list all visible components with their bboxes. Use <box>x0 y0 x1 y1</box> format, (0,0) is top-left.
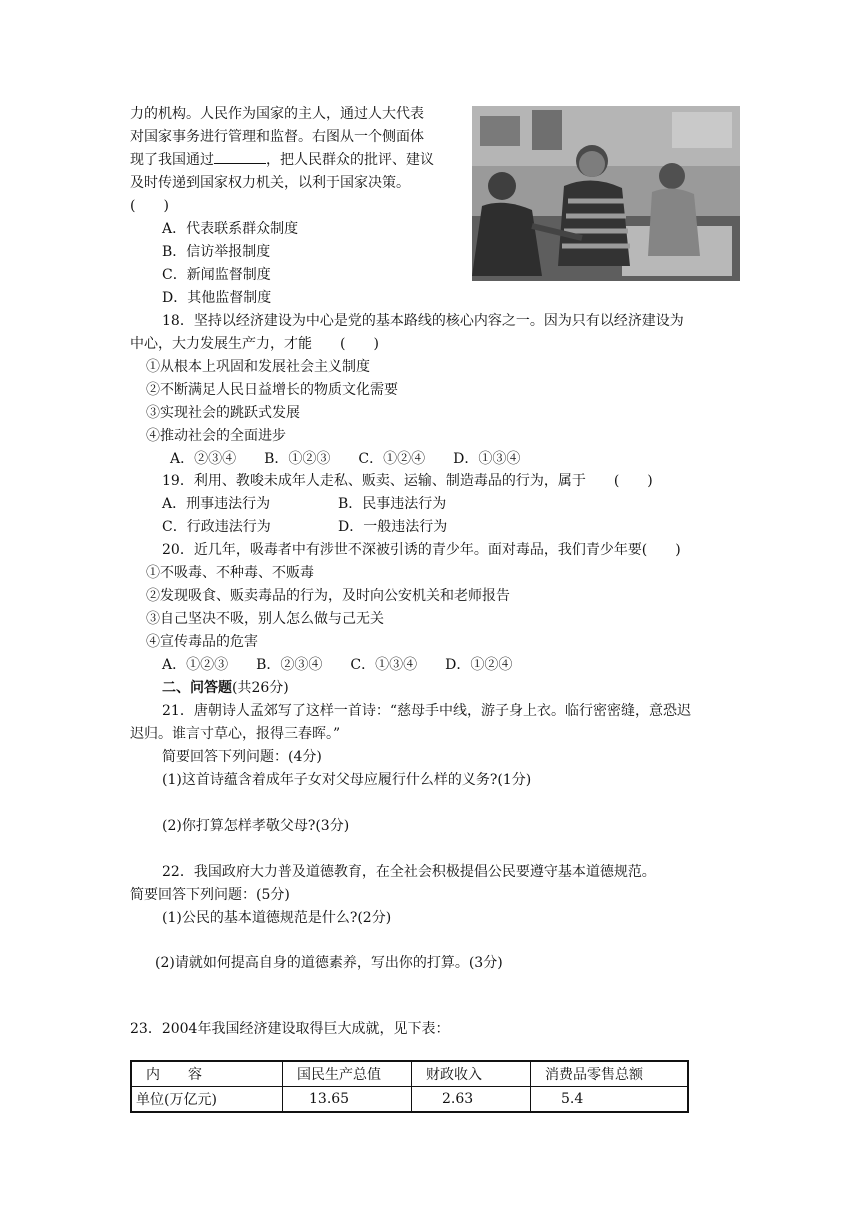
q17-stem-line-3-part-b: ，把人民群众的批评、建议 <box>266 152 434 168</box>
q19-option-a: A．刑事违法行为 <box>162 496 271 512</box>
q20-statement-4: ④宣传毒品的危害 <box>146 634 258 650</box>
q20-statement-1: ①不吸毒、不种毒、不贩毒 <box>146 565 314 581</box>
q18-stem-line-2: 中心，大力发展生产力，才能 ( ) <box>130 336 379 352</box>
q19-option-b: B．民事违法行为 <box>338 496 447 512</box>
q17-option-c: C．新闻监督制度 <box>162 267 271 283</box>
table-row <box>131 1087 688 1113</box>
q17-answer-bracket: ( ) <box>130 198 169 214</box>
economy-table <box>130 1060 689 1113</box>
q18-statement-2: ②不断满足人民日益增长的物质文化需要 <box>146 382 398 398</box>
q20-options: A．①②③ B．②③④ C．①③④ D．①②④ <box>162 657 513 673</box>
q21-stem-line-2: 迟归。谁言寸草心，报得三春晖。” <box>130 726 341 742</box>
q18-statement-3: ③实现社会的跳跃式发展 <box>146 405 300 421</box>
q23-stem: 23．2004年我国经济建设取得巨大成就，见下表： <box>130 1021 450 1037</box>
q21-subquestion-2: (2)你打算怎样孝敬父母?(3分) <box>162 818 350 834</box>
q22-subquestion-1: (1)公民的基本道德规范是什么?(2分) <box>162 910 392 926</box>
q17-stem-line-1: 力的机构。人民作为国家的主人，通过人大代表 <box>130 106 424 122</box>
table-cell: 2.63 <box>412 1087 531 1113</box>
q17-option-b: B．信访举报制度 <box>162 244 271 260</box>
table-cell: 5.4 <box>531 1087 689 1113</box>
q18-options: A．②③④ B．①②③ C．①②④ D．①③④ <box>170 451 521 467</box>
q19-option-d: D．一般违法行为 <box>338 519 448 535</box>
photo-illustration <box>472 106 740 281</box>
q21-subquestion-1: (1)这首诗蕴含着成年子女对父母应履行什么样的义务?(1分) <box>162 772 532 788</box>
answer-blank <box>214 149 266 164</box>
section-2-heading <box>162 677 289 699</box>
q20-stem: 20．近几年，吸毒者中有涉世不深被引诱的青少年。面对毒品，我们青少年要( ) <box>162 542 681 558</box>
q18-statement-1: ①从根本上巩固和发展社会主义制度 <box>146 359 370 375</box>
section-2-title: 二、问答题 <box>162 680 232 696</box>
q22-instruction: 简要回答下列问题：(5分) <box>130 887 290 903</box>
table-cell: 单位(万亿元) <box>131 1087 283 1113</box>
q17-option-d: D．其他监督制度 <box>162 290 272 306</box>
section-2-score: (共26分) <box>232 680 289 696</box>
q19-option-c: C．行政违法行为 <box>162 519 271 535</box>
table-header-cell: 内 容 <box>131 1061 283 1087</box>
photo-people-at-desk <box>472 106 740 281</box>
q17-option-a: A．代表联系群众制度 <box>162 221 299 237</box>
q18-statement-4: ④推动社会的全面进步 <box>146 428 286 444</box>
q17-stem-line-4: 及时传递到国家权力机关，以利于国家决策。 <box>130 175 410 191</box>
q17-stem-line-3 <box>130 149 434 171</box>
q20-statement-3: ③自己坚决不吸，别人怎么做与己无关 <box>146 611 384 627</box>
q19-stem: 19．利用、教唆未成年人走私、贩卖、运输、制造毒品的行为，属于 ( ) <box>162 473 653 489</box>
table-header-cell: 财政收入 <box>412 1061 531 1087</box>
q17-stem-line-2: 对国家事务进行管理和监督。右图从一个侧面体 <box>130 129 424 145</box>
q20-statement-2: ②发现吸食、贩卖毒品的行为，及时向公安机关和老师报告 <box>146 588 510 604</box>
q18-stem-line-1: 18．坚持以经济建设为中心是党的基本路线的核心内容之一。因为只有以经济建设为 <box>162 313 684 329</box>
q17-stem-line-3-part-a: 现了我国通过 <box>130 152 214 168</box>
table-header-row <box>131 1061 688 1087</box>
table-cell: 13.65 <box>283 1087 412 1113</box>
table-header-cell: 国民生产总值 <box>283 1061 412 1087</box>
table-header-cell: 消费品零售总额 <box>531 1061 689 1087</box>
q21-stem-line-1: 21．唐朝诗人孟郊写了这样一首诗：“慈母手中线，游子身上衣。临行密密缝，意恐迟 <box>162 703 691 719</box>
q22-subquestion-2: (2)请就如何提高自身的道德素养，写出你的打算。(3分) <box>155 955 503 971</box>
q21-instruction: 简要回答下列问题：(4分) <box>162 749 322 765</box>
q22-stem: 22．我国政府大力普及道德教育，在全社会积极提倡公民要遵守基本道德规范。 <box>162 864 656 880</box>
